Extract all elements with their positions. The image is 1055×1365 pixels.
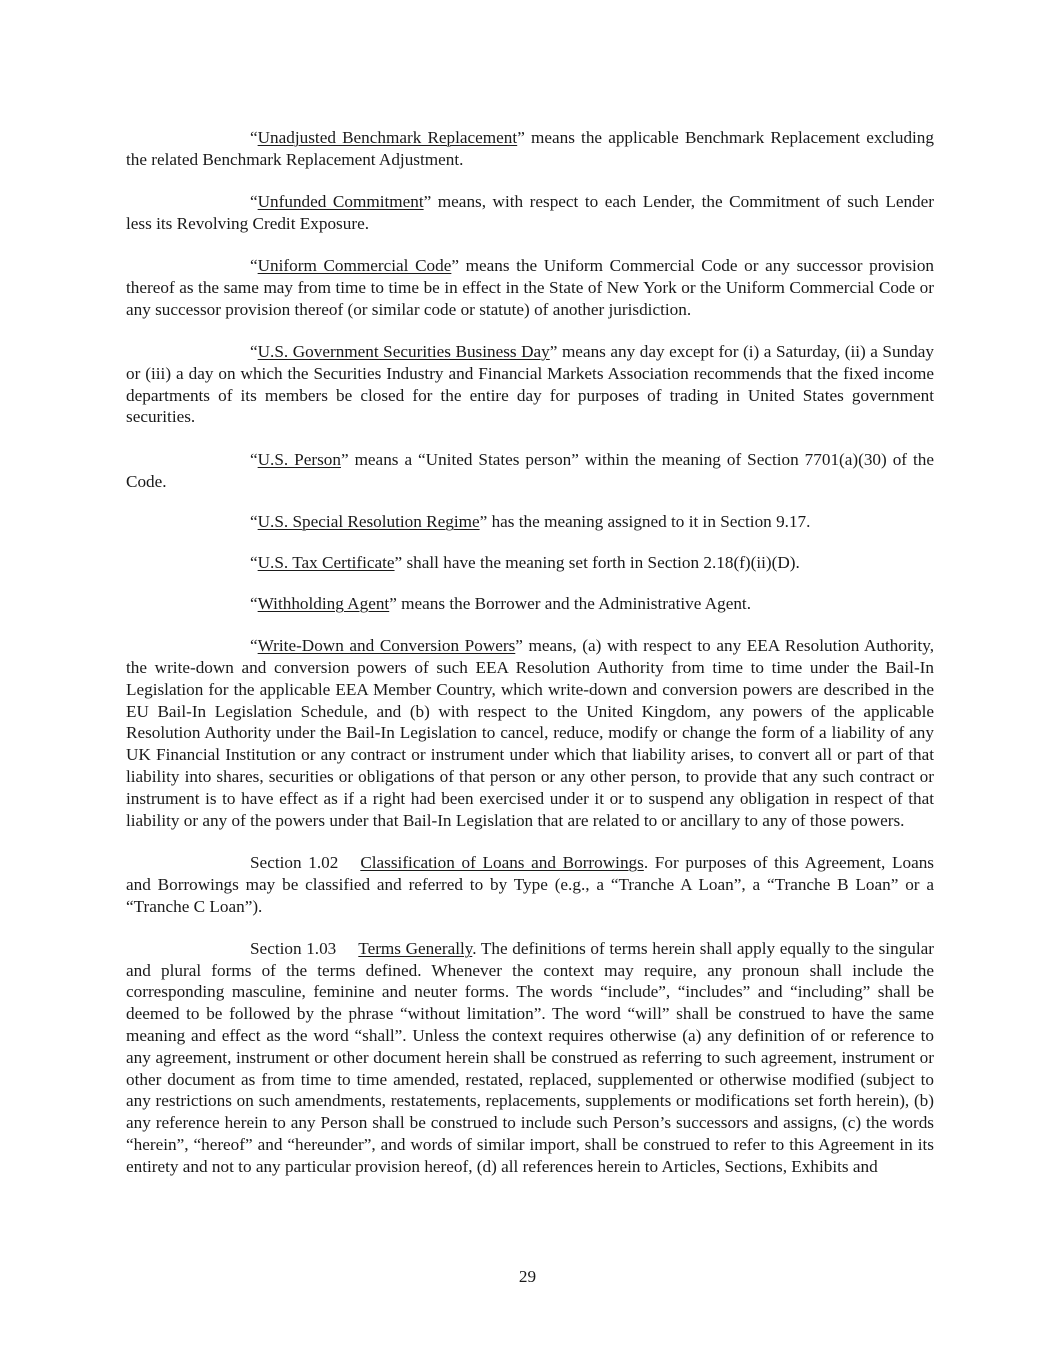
open-quote: “ xyxy=(250,256,258,276)
page-number: 29 xyxy=(518,1267,537,1286)
definition-text: ” means the Borrower and the Administrative Agent. xyxy=(389,593,752,613)
section-paragraph xyxy=(126,852,934,917)
open-quote: “ xyxy=(250,192,258,212)
definition-text: ” has the meaning assigned to it in Section 9.17. xyxy=(479,512,811,532)
document-body xyxy=(126,127,934,1198)
open-quote: “ xyxy=(250,449,258,469)
section-paragraph xyxy=(126,938,934,1178)
definition-paragraph xyxy=(126,511,934,533)
definition-text: ” means any day except for (i) a Saturday, (ii) a Sunday or (iii) a day on which the Securities Industry and Financial Markets Association recommends that the fixed income departments of its members be closed for the entire day for purposes of trading in United States government securities. xyxy=(126,342,934,427)
definition-paragraph xyxy=(126,593,934,615)
section-text: . For purposes of this Agreement, Loans and Borrowings may be classified and referred to by Type (e.g., a “Tranche A Loan”, a “Tranche B Loan” or a “Tranche C Loan”). xyxy=(126,852,934,916)
defined-term: Unfunded Commitment xyxy=(257,192,424,212)
definition-paragraph xyxy=(126,341,934,428)
definition-text: ” means, (a) with respect to any EEA Resolution Authority, the write-down and conversion powers of such EEA Resolution Authority from time to time under the Bail-In Legislation for the applicable EEA Member Country, which write-down and conversion powers are described in the EU Bail-In Legislation Schedule, and (b) with respect to the United Kingdom, any powers of the applicable Resolution Authority under the Bail-In Legislation to cancel, reduce, modify or change the form of a liability of any UK Financial Institution or any contract or instrument under which that liability arises, to convert all or part of that liability into shares, securities or obligations of that person or any other person, to provide that any such contract or instrument is to have effect as if a right had been exercised under it or to suspend any obligation in respect of that liability or any of the powers under that Bail-In Legislation that are related to or ancillary to any of those powers. xyxy=(126,636,934,830)
definition-text: ” means, with respect to each Lender, the Commitment of such Lender less its Revolving Credit Exposure. xyxy=(126,192,934,233)
defined-term: U.S. Special Resolution Regime xyxy=(257,512,480,532)
section-title: Terms Generally xyxy=(358,938,473,958)
definition-paragraph xyxy=(126,449,934,493)
open-quote: “ xyxy=(250,636,258,656)
defined-term: U.S. Tax Certificate xyxy=(257,553,395,573)
definition-text: ” shall have the meaning set forth in Section 2.18(f)(ii)(D). xyxy=(394,553,800,573)
open-quote: “ xyxy=(250,128,258,147)
definition-text: ” means a “United States person” within the meaning of Section 7701(a)(30) of the Code. xyxy=(126,449,934,491)
defined-term: U.S. Government Securities Business Day xyxy=(257,342,550,362)
open-quote: “ xyxy=(250,553,258,573)
section-text: . The definitions of terms herein shall apply equally to the singular and plural forms of the terms defined. Whenever the context may require, any pronoun shall include the corresponding masculine, feminine and neuter forms. The words “include”, “includes” and “including” shall be deemed to be followed by the phrase “without limitation”. The word “will” shall be construed to have the same meaning and effect as the word “shall”. Unless the context requires otherwise (a) any definition of or reference to any agreement, instrument or other document herein shall be construed as referring to such agreement, instrument or other document as from time to time amended, restated, replaced, supplemented or otherwise modified (subject to any restrictions on such amendments, restatements, replacements, supplements or modifications set forth herein), (b) any reference herein to any Person shall be construed to include such Person’s successors and assigns, (c) the words “herein”, “hereof” and “hereunder”, and words of similar import, shall be construed to refer to this Agreement in its entirety and not to any particular provision hereof, (d) all references herein to Articles, Sections, Exhibits and xyxy=(126,938,934,1176)
defined-term: Uniform Commercial Code xyxy=(257,256,452,276)
definition-paragraph xyxy=(126,635,934,831)
defined-term: Unadjusted Benchmark Replacement xyxy=(257,128,518,147)
open-quote: “ xyxy=(250,342,258,362)
definition-paragraph xyxy=(126,255,934,320)
open-quote: “ xyxy=(250,512,258,532)
section-number: Section 1.03 xyxy=(250,938,337,958)
definition-text: ” means the applicable Benchmark Replacement excluding the related Benchmark Replacement Adjustment. xyxy=(126,128,934,169)
definition-paragraph xyxy=(126,191,934,235)
defined-term: U.S. Person xyxy=(257,449,341,469)
section-title: Classification of Loans and Borrowings xyxy=(360,852,644,872)
defined-term: Withholding Agent xyxy=(257,593,390,613)
definition-text: ” means the Uniform Commercial Code or any successor provision thereof as the same may from time to time be in effect in the State of New York or the Uniform Commercial Code or any successor provision thereof (or similar code or statute) of another jurisdiction. xyxy=(126,256,935,319)
definition-paragraph xyxy=(126,552,934,574)
open-quote: “ xyxy=(250,593,258,613)
section-number: Section 1.02 xyxy=(250,852,339,872)
definition-paragraph xyxy=(126,127,934,171)
defined-term: Write-Down and Conversion Powers xyxy=(257,636,516,656)
